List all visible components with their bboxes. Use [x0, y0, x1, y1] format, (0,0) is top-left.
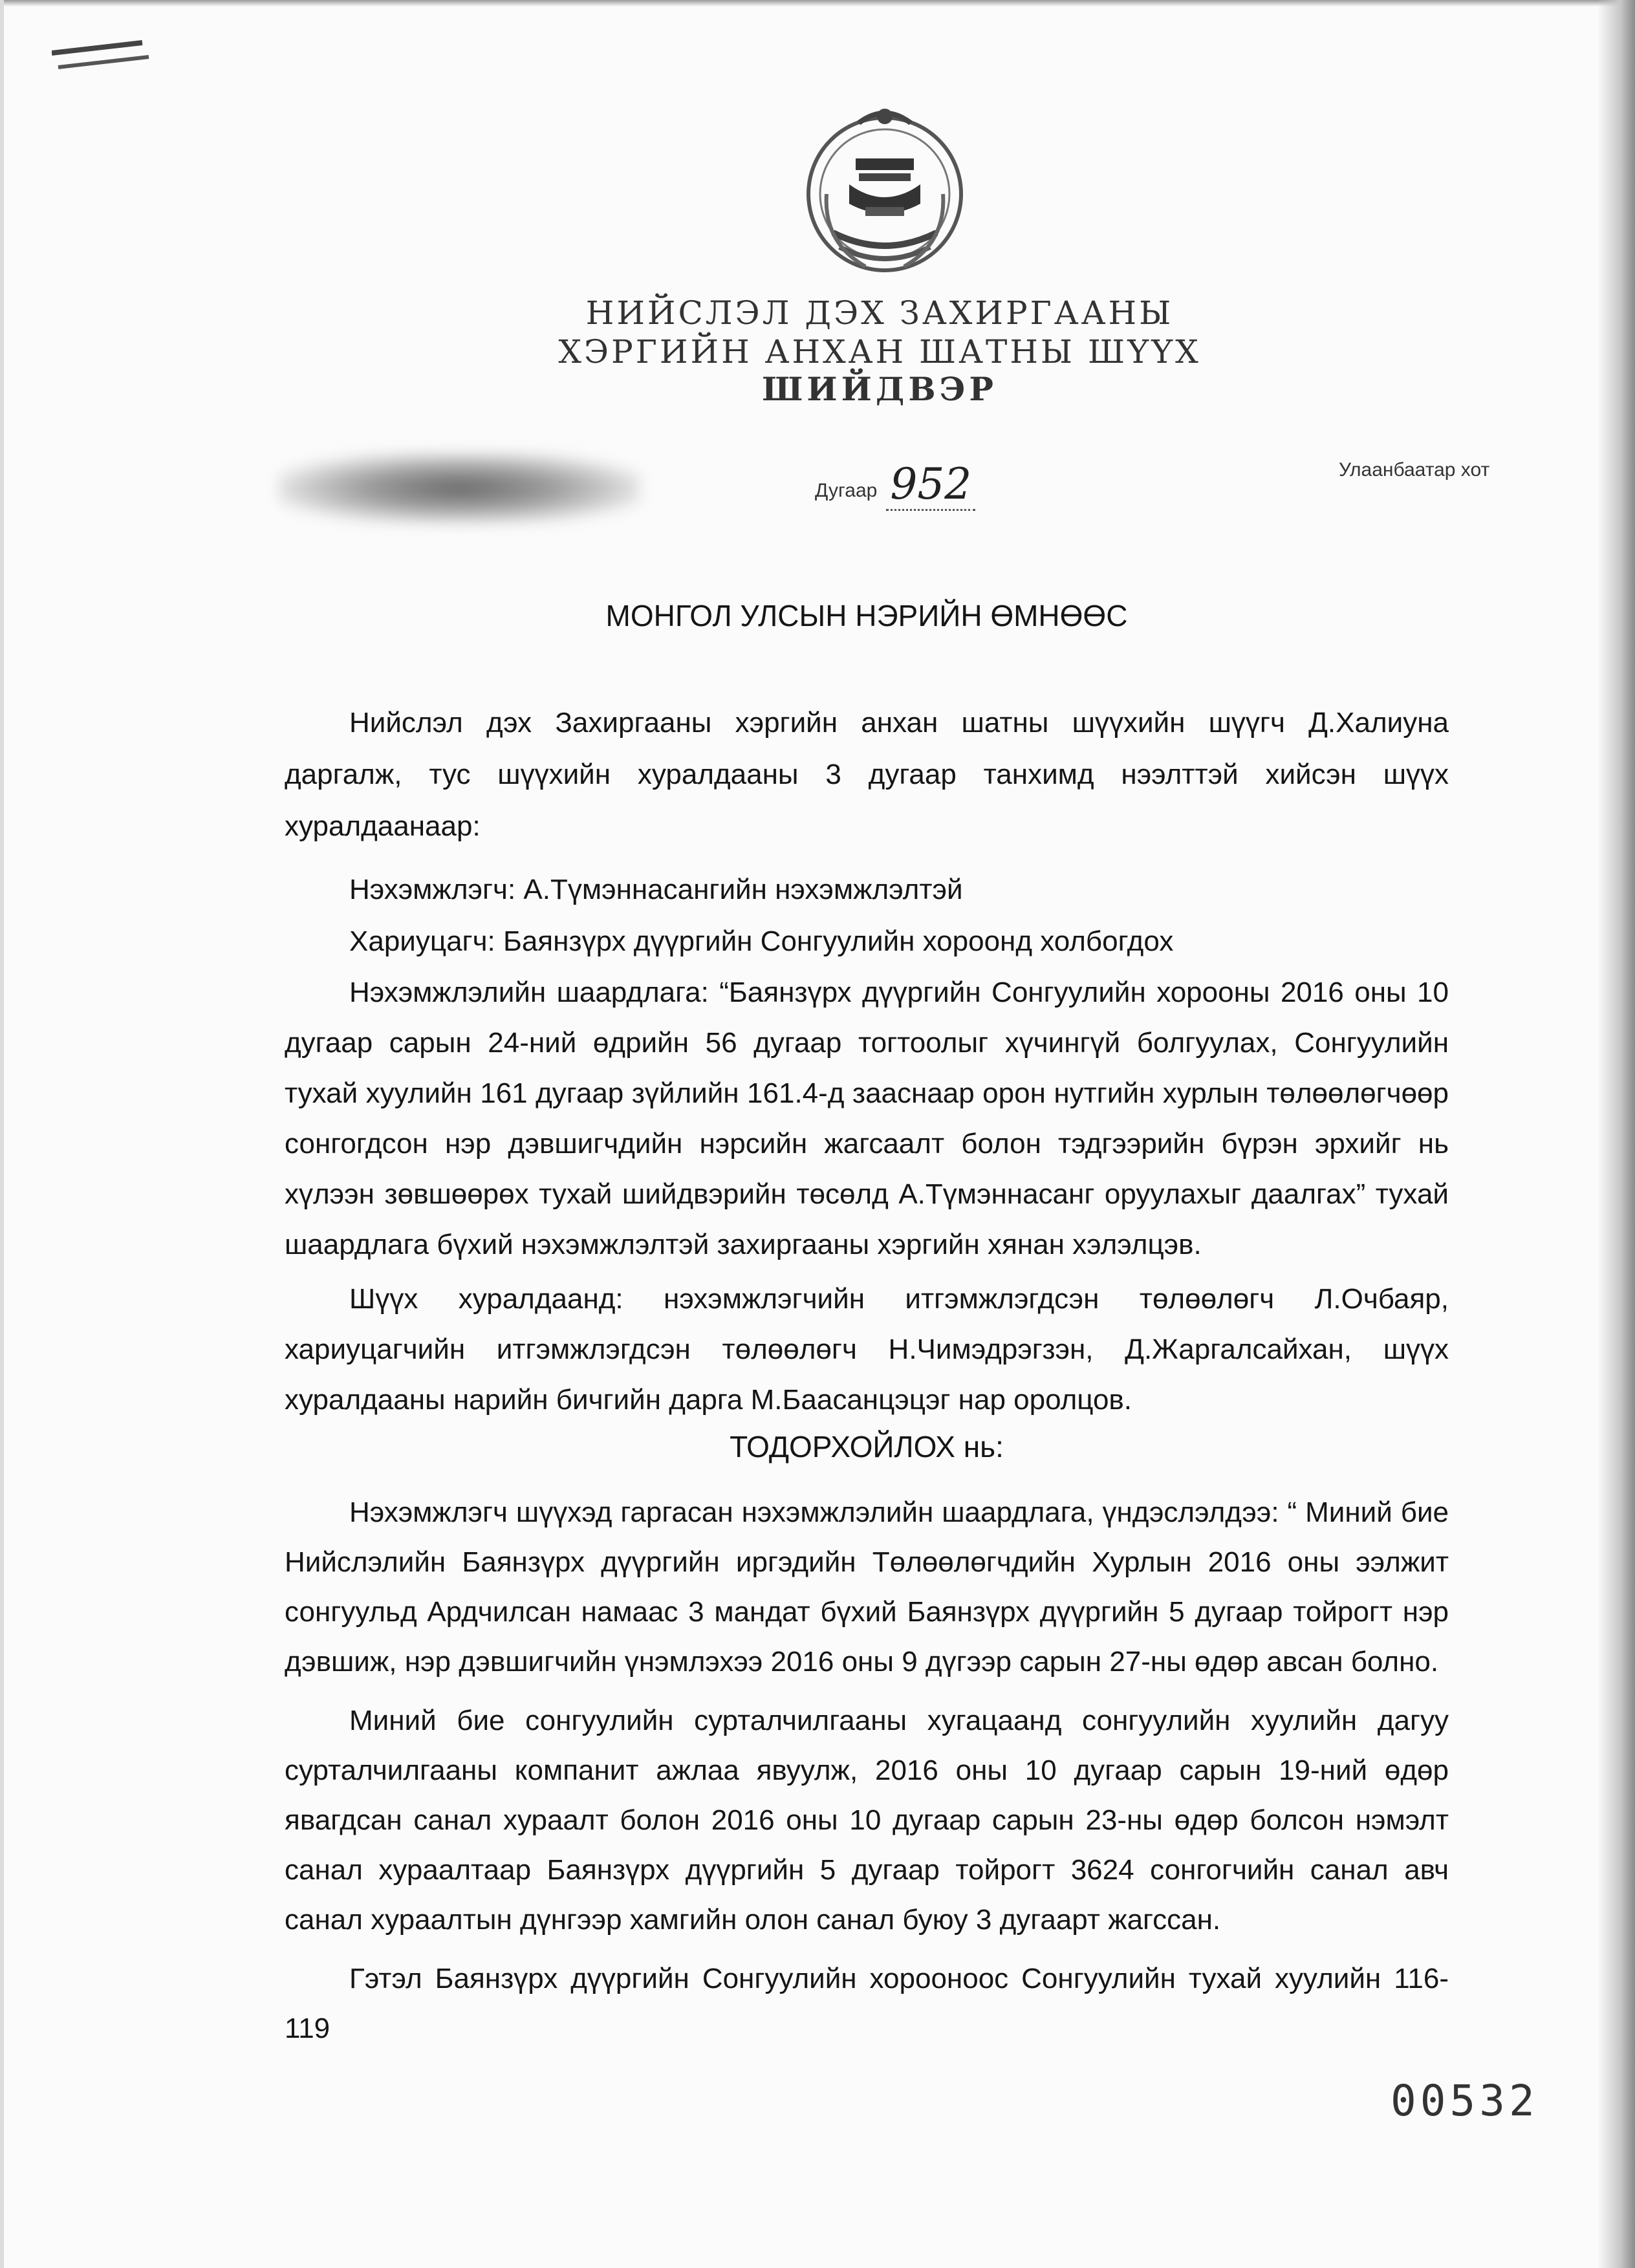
scan-edge-left [0, 0, 4, 2268]
state-emblem-icon [788, 97, 982, 297]
redacted-date [278, 453, 640, 524]
title-name-of-state: МОНГОЛ УЛСЫН НЭРИЙН ӨМНӨӨС [605, 599, 1128, 632]
document-type: ШИЙДВЭР [762, 370, 997, 408]
scan-marks [52, 39, 155, 91]
title-findings: ТОДОРХОЙЛОХ нь: [730, 1430, 1004, 1463]
court-name-line1: НИЙСЛЭЛ ДЭХ ЗАХИРГААНЫ [585, 294, 1174, 332]
city-name: Улаанбаатар хот [1339, 459, 1490, 481]
participants-paragraph: Шүүх хуралдаанд: нэхэмжлэгчийн итгэмжлэгдсэн төлөөлөгч Л.Очбаяр, хариуцагчийн итгэмжлэгдсэн төлөөлөгч Н.Чимэдрэгзэн, Д.Жаргалсайхан, шүүх хуралдааны нарийн бичгийн дарга М.Баасанцэцэг нар оролцов. [285, 1283, 1449, 1416]
number-value: 952 [886, 459, 975, 511]
plaintiff-line: Нэхэмжлэгч: А.Түмэннасангийн нэхэмжлэлтэй [349, 874, 963, 905]
scan-edge-right [1597, 0, 1635, 2268]
findings-paragraph-2: Миний бие сонгуулийн сурталчилгааны хугацаанд сонгуулийн хуулийн дагуу сурталчилгааны компанит ажлаа явуулж, 2016 оны 10 дугаар сарын 19-ний өдөр явагдсан санал хураалт болон 2016 оны 10 дугаар сарын 23-ны өдөр болсон нэмэлт санал хураалтаар Баянзүрх дүүргийн 5 дугаар тойрогт 3624 сонгогчийн санал авч санал хураалтын дүнгээр хамгийн олон санал буюу 3 дугаарт жагссан. [285, 1705, 1449, 1936]
claim-paragraph: Нэхэмжлэлийн шаардлага: “Баянзүрх дүүргийн Сонгуулийн хорооны 2016 оны 10 дугаар сарын 24-ний өдрийн 56 дугаар тогтоолыг хүчингүй болгуулах, Сонгуулийн тухай хуулийн 161 дугаар зүйлийн 161.4-д зааснаар орон нутгийн хурлын төлөөлөгчөөр сонгогдсон нэр дэвшигчдийн нэрсийн жагсаалт болон тэдгээрийн бүрэн эрхийг нь хүлээн зөвшөөрөх тухай шийдвэрийн төсөлд А.Түмэннасанг оруулахыг даалгах” тухай шаардлага бүхий нэхэмжлэлтэй захиргааны хэргийн хянан хэлэлцэв. [285, 977, 1449, 1260]
findings-paragraph-1: Нэхэмжлэгч шүүхэд гаргасан нэхэмжлэлийн шаардлага, үндэслэлдээ: “ Миний бие Нийслэлийн Баянзүрх дүүргийн иргэдийн Төлөөлөгчдийн Хурлын 2016 оны ээлжит сонгуульд Ардчилсан намаас 3 мандат бүхий Баянзүрх дүүргийн 5 дугаар тойрогт нэр дэвшиж, нэр дэвшигчийн үнэмлэхээ 2016 оны 9 дүгээр сарын 27-ны өдөр авсан болно. [285, 1496, 1449, 1678]
findings-section [285, 1487, 1449, 2053]
number-label: Дугаар [815, 480, 878, 501]
stamp-number: 00532 [1391, 2076, 1539, 2126]
findings-paragraph-3: Гэтэл Баянзүрх дүүргийн Сонгуулийн хорооноос Сонгуулийн тухай хуулийн 116-119 [285, 1963, 1449, 2044]
document-number [815, 446, 975, 511]
intro-section [285, 697, 1449, 1425]
court-name-line2: ХЭРГИЙН АНХАН ШАТНЫ ШҮҮХ [558, 333, 1201, 371]
scan-edge-top [0, 0, 1635, 6]
respondent-line: Хариуцагч: Баянзүрх дүүргийн Сонгуулийн хороонд холбогдох [349, 925, 1174, 957]
intro-paragraph: Нийслэл дэх Захиргааны хэргийн анхан шатны шүүхийн шүүгч Д.Халиуна даргалж, тус шүүхийн хуралдааны 3 дугаар танхимд нээлттэй хийсэн шүүх хуралдаанаар: [285, 707, 1449, 842]
